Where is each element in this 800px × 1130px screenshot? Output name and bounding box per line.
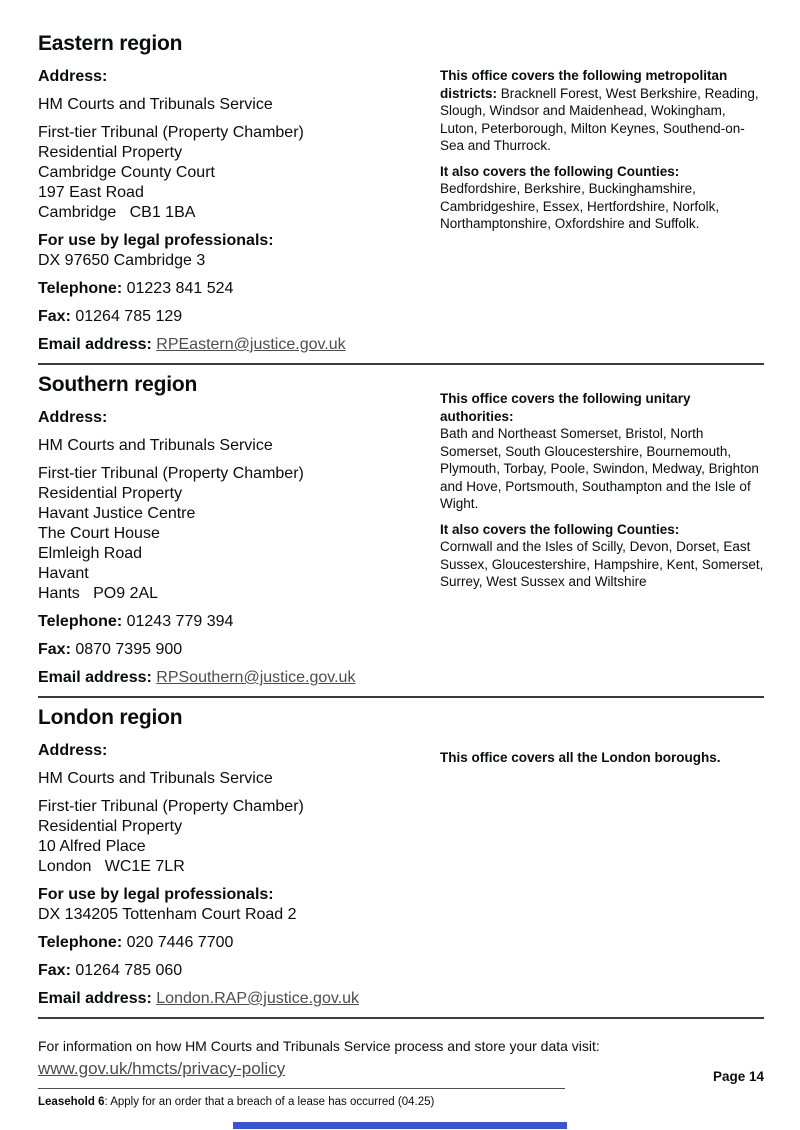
region-section-eastern — [38, 33, 764, 365]
address-line: Hants PO9 2AL — [38, 585, 159, 602]
fax-label: Fax: — [38, 962, 71, 979]
address-block — [38, 123, 440, 223]
telephone-row — [38, 933, 440, 953]
address-line: First-tier Tribunal (Property Chamber) — [38, 798, 304, 815]
address-line: Havant — [38, 565, 89, 582]
address-line: Residential Property — [38, 144, 183, 161]
organisation-name: HM Courts and Tribunals Service — [38, 96, 273, 113]
legal-professionals-label: For use by legal professionals: — [38, 886, 274, 903]
region-address-column — [38, 374, 440, 696]
coverage-text: Bedfordshire, Berkshire, Buckinghamshire, Cambridgeshire, Essex, Hertfordshire, Norfolk, Northamptonshire, Oxfordshire and Suffolk. — [440, 181, 720, 231]
address-line: Cambridge CB1 1BA — [38, 204, 196, 221]
region-coverage-column — [440, 707, 766, 775]
page-footer — [38, 1037, 764, 1109]
email-link[interactable]: RPSouthern@justice.gov.uk — [156, 669, 356, 686]
telephone-value: 020 7446 7700 — [126, 934, 234, 951]
dx-block — [38, 231, 440, 271]
email-row — [38, 335, 440, 355]
fax-label: Fax: — [38, 641, 71, 658]
fax-row — [38, 307, 440, 327]
coverage-paragraph — [440, 749, 766, 767]
email-row — [38, 989, 440, 1009]
email-label: Email address: — [38, 990, 152, 1007]
address-label: Address: — [38, 742, 108, 759]
coverage-lead: This office covers the following unitary authorities: — [440, 391, 691, 424]
coverage-paragraph — [440, 390, 766, 513]
address-block — [38, 464, 440, 604]
coverage-text: Bath and Northeast Somerset, Bristol, North Somerset, South Gloucestershire, Bournemouth, Plymouth, Torbay, Poole, Swindon, Medway, Brighton and Hove, Portsmouth, Southampton and the Isle of Wight. — [440, 426, 759, 511]
section-divider — [38, 1017, 764, 1019]
region-heading: Southern region — [38, 373, 198, 396]
data-protection-notice: For information on how HM Courts and Tribunals Service process and store your data visit: — [38, 1038, 600, 1054]
region-coverage-column — [440, 374, 766, 599]
coverage-paragraph — [440, 521, 766, 591]
section-divider — [38, 696, 764, 698]
document-reference-text: : Apply for an order that a breach of a lease has occurred (04.25) — [104, 1096, 435, 1108]
region-coverage-column — [440, 33, 766, 241]
region-address-column — [38, 707, 440, 1017]
organisation-name: HM Courts and Tribunals Service — [38, 437, 273, 454]
fax-row — [38, 961, 440, 981]
document-reference — [38, 1095, 764, 1109]
address-line: London WC1E 7LR — [38, 858, 185, 875]
email-link[interactable]: London.RAP@justice.gov.uk — [156, 990, 360, 1007]
privacy-policy-link[interactable]: www.gov.uk/hmcts/privacy-policy — [38, 1059, 286, 1078]
region-heading: Eastern region — [38, 32, 183, 55]
email-label: Email address: — [38, 669, 152, 686]
telephone-label: Telephone: — [38, 613, 123, 630]
address-line: First-tier Tribunal (Property Chamber) — [38, 465, 304, 482]
telephone-row — [38, 612, 440, 632]
address-line: Cambridge County Court — [38, 164, 215, 181]
coverage-lead: It also covers the following Counties: — [440, 521, 680, 537]
dx-number: DX 97650 Cambridge 3 — [38, 252, 206, 269]
fax-value: 0870 7395 900 — [75, 641, 183, 658]
address-line: Residential Property — [38, 485, 183, 502]
document-reference-title: Leasehold 6 — [38, 1096, 105, 1108]
fax-row — [38, 640, 440, 660]
address-block — [38, 797, 440, 877]
address-line: 10 Alfred Place — [38, 838, 146, 855]
coverage-lead: This office covers the following metropolitan districts: — [440, 68, 728, 101]
region-section-london — [38, 707, 764, 1019]
coverage-lead: This office covers all the London boroughs. — [440, 750, 721, 765]
dx-block — [38, 885, 440, 925]
page-number: Page 14 — [712, 1069, 764, 1084]
telephone-value: 01243 779 394 — [126, 613, 234, 630]
coverage-text: Cornwall and the Isles of Scilly, Devon, Dorset, East Sussex, Gloucestershire, Hampshire, Kent, Somerset, Surrey, West Sussex and Wiltshire — [440, 539, 764, 589]
bottom-accent-bar — [233, 1122, 567, 1129]
footer-divider — [38, 1088, 565, 1089]
telephone-row — [38, 279, 440, 299]
address-label: Address: — [38, 409, 108, 426]
email-row — [38, 668, 440, 688]
address-line: Residential Property — [38, 818, 183, 835]
email-label: Email address: — [38, 336, 152, 353]
coverage-text: Bracknell Forest, West Berkshire, Reading, Slough, Windsor and Maidenhead, Wokingham, Luton, Peterborough, Milton Keynes, Southend-on-Sea and Thurrock. — [440, 85, 759, 153]
fax-value: 01264 785 129 — [75, 308, 183, 325]
email-link[interactable]: RPEastern@justice.gov.uk — [156, 336, 346, 353]
telephone-label: Telephone: — [38, 934, 123, 951]
dx-number: DX 134205 Tottenham Court Road 2 — [38, 906, 297, 923]
telephone-label: Telephone: — [38, 280, 123, 297]
organisation-name: HM Courts and Tribunals Service — [38, 770, 273, 787]
section-divider — [38, 363, 764, 365]
telephone-value: 01223 841 524 — [126, 280, 234, 297]
coverage-lead: It also covers the following Counties: — [440, 163, 680, 179]
region-section-southern — [38, 374, 764, 698]
address-line: First-tier Tribunal (Property Chamber) — [38, 124, 304, 141]
fax-label: Fax: — [38, 308, 71, 325]
region-address-column — [38, 33, 440, 363]
legal-professionals-label: For use by legal professionals: — [38, 232, 274, 249]
coverage-paragraph — [440, 67, 766, 155]
address-label: Address: — [38, 68, 108, 85]
address-line: 197 East Road — [38, 184, 144, 201]
region-heading: London region — [38, 706, 183, 729]
fax-value: 01264 785 060 — [75, 962, 183, 979]
coverage-paragraph — [440, 163, 766, 233]
address-line: The Court House — [38, 525, 160, 542]
address-line: Havant Justice Centre — [38, 505, 196, 522]
address-line: Elmleigh Road — [38, 545, 143, 562]
